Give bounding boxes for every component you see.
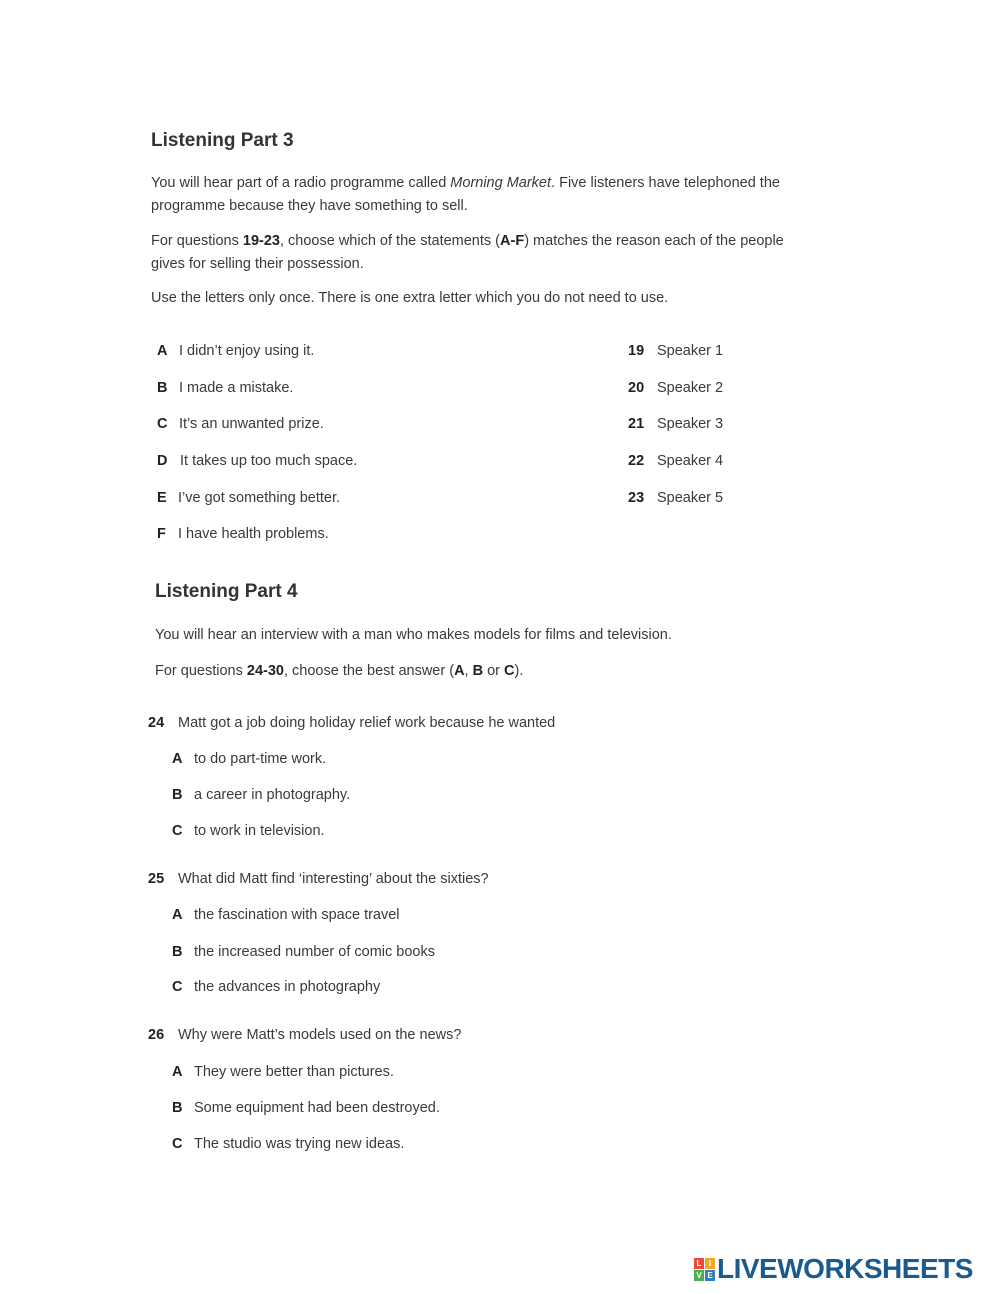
answer-option[interactable]: B Some equipment had been destroyed. [172, 1100, 440, 1116]
logo-icon-tile: I [705, 1258, 715, 1269]
answer-option[interactable]: B the increased number of comic books [172, 944, 435, 960]
logo-icon-tile: E [705, 1270, 715, 1281]
question-24: 24 Matt got a job doing holiday relief work because he wanted [148, 715, 556, 731]
part3-question-instructions: For questions 19-23, choose which of the statements (A-F) matches the reason each of the people gives for selling their possession. [151, 233, 784, 272]
speaker-row: 20 Speaker 2 [628, 380, 724, 396]
logo-icon-tile: L [694, 1258, 704, 1269]
answer-option[interactable]: C The studio was trying new ideas. [172, 1136, 405, 1152]
part4-title: Listening Part 4 [155, 581, 298, 602]
answer-option[interactable]: A the fascination with space travel [172, 907, 400, 923]
answer-option[interactable]: A They were better than pictures. [172, 1064, 394, 1080]
speaker-row: 19 Speaker 1 [628, 343, 724, 359]
speaker-row: 23 Speaker 5 [628, 490, 724, 506]
logo-icon-tile: V [694, 1270, 704, 1281]
question-26: 26 Why were Matt’s models used on the news? [148, 1027, 462, 1043]
question-25: 25 What did Matt find ‘interesting’ about the sixties? [148, 871, 489, 887]
answer-option[interactable]: C the advances in photography [172, 979, 381, 995]
option-c: C It’s an unwanted prize. [157, 416, 324, 432]
option-e: E I’ve got something better. [157, 490, 341, 506]
liveworksheets-logo-text: LIVEWORKSHEETS [717, 1253, 973, 1284]
answer-option[interactable]: C to work in television. [172, 823, 325, 839]
option-d: D It takes up too much space. [157, 453, 358, 469]
answer-option[interactable]: A to do part-time work. [172, 751, 327, 767]
part3-intro: You will hear part of a radio programme called Morning Market. Five listeners have telephoned the programme because they have something to sell. [151, 175, 780, 214]
part3-letter-instruction: Use the letters only once. There is one extra letter which you do not need to use. [151, 290, 669, 306]
part4-intro: You will hear an interview with a man who makes models for films and television. [155, 627, 672, 643]
option-b: B I made a mistake. [157, 380, 294, 396]
option-f: F I have health problems. [157, 526, 329, 542]
option-a: A I didn’t enjoy using it. [157, 343, 315, 359]
speaker-row: 22 Speaker 4 [628, 453, 724, 469]
answer-option[interactable]: B a career in photography. [172, 787, 351, 803]
part4-question-instructions: For questions 24-30, choose the best answer (A, B or C). [155, 663, 524, 679]
liveworksheets-logo-icon [694, 1258, 714, 1280]
part3-title: Listening Part 3 [151, 130, 294, 151]
speaker-row: 21 Speaker 3 [628, 416, 724, 432]
liveworksheets-logo[interactable] [694, 1254, 973, 1284]
